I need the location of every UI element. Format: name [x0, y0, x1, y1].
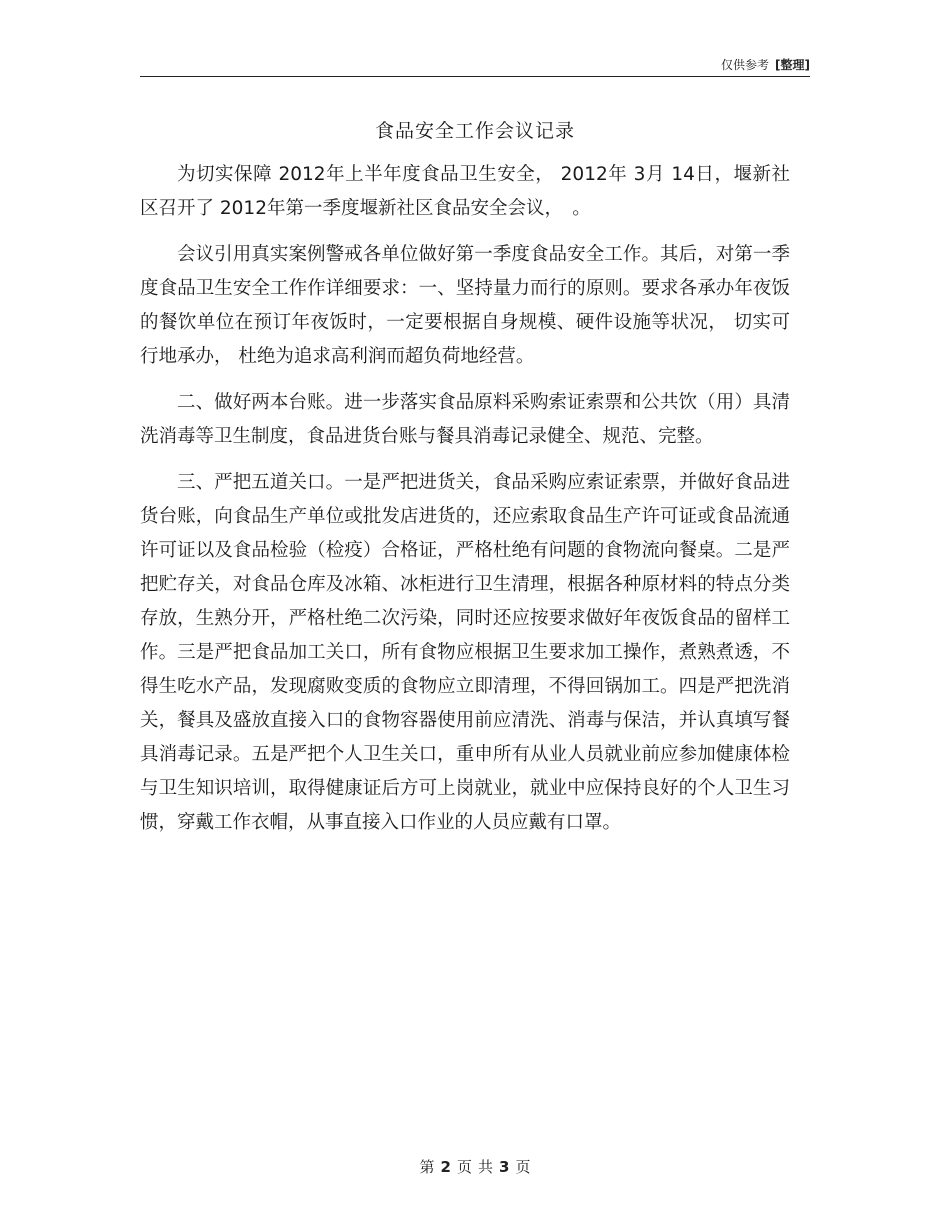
footer-total-word: 共: [478, 1158, 494, 1176]
current-page-number: 2: [440, 1158, 451, 1176]
header-note: [721, 56, 810, 73]
header-note-bracket: [整理]: [775, 58, 810, 72]
header-divider: [140, 76, 810, 77]
header-note-text: 仅供参考: [721, 58, 770, 72]
document-title: 食品安全工作会议记录: [374, 120, 575, 142]
paragraph-4: 三、严把五道关口。一是严把进货关，食品采购应索证索票，并做好食品进货台账，向食品生产单位或批发店进货的，还应索取食品生产许可证或食品流通许可证以及食品检验（检疫）合格证，严格杜绝有问题的食物流向餐桌。二是严把贮存关，对食品仓库及冰箱、冰柜进行卫生清理，根据各种原材料的特点分类存放，生熟分开，严格杜绝二次污染，同时还应按要求做好年夜饭食品的留样工作。三是严把食品加工关口，所有食物应根据卫生要求加工操作，煮熟煮透，不得生吃水产品，发现腐败变质的食物应立即清理，不得回锅加工。四是严把洗消关，餐具及盛放直接入口的食物容器使用前应清洗、消毒与保洁，并认真填写餐具消毒记录。五是严把个人卫生关口，重申所有从业人员就业前应参加健康体检与卫生知识培训，取得健康证后方可上岗就业，就业中应保持良好的个人卫生习惯，穿戴工作衣帽，从事直接入口作业的人员应戴有口罩。: [140, 472, 790, 833]
document-body: [140, 158, 790, 840]
page-number-footer: [0, 1156, 950, 1177]
paragraph-3: 二、做好两本台账。进一步落实食品原料采购索证索票和公共饮（用）具清洗消毒等卫生制度，食品进货台账与餐具消毒记录健全、规范、完整。: [140, 392, 790, 447]
footer-page-word: 页: [456, 1158, 472, 1176]
footer-suffix: 页: [515, 1158, 531, 1176]
footer-prefix: 第: [419, 1158, 435, 1176]
paragraph-1: 为切实保障 2012年上半年度食品卫生安全， 2012年 3月 14日，堰新社区召开了 2012年第一季度堰新社区食品安全会议， 。: [140, 164, 790, 219]
paragraph-2: 会议引用真实案例警戒各单位做好第一季度食品安全工作。其后，对第一季度食品卫生安全工作作详细要求：一、坚持量力而行的原则。要求各承办年夜饭的餐饮单位在预订年夜饭时，一定要根据自身规模、硬件设施等状况， 切实可行地承办， 杜绝为追求高利润而超负荷地经营。: [140, 244, 790, 367]
total-page-number: 3: [499, 1158, 510, 1176]
